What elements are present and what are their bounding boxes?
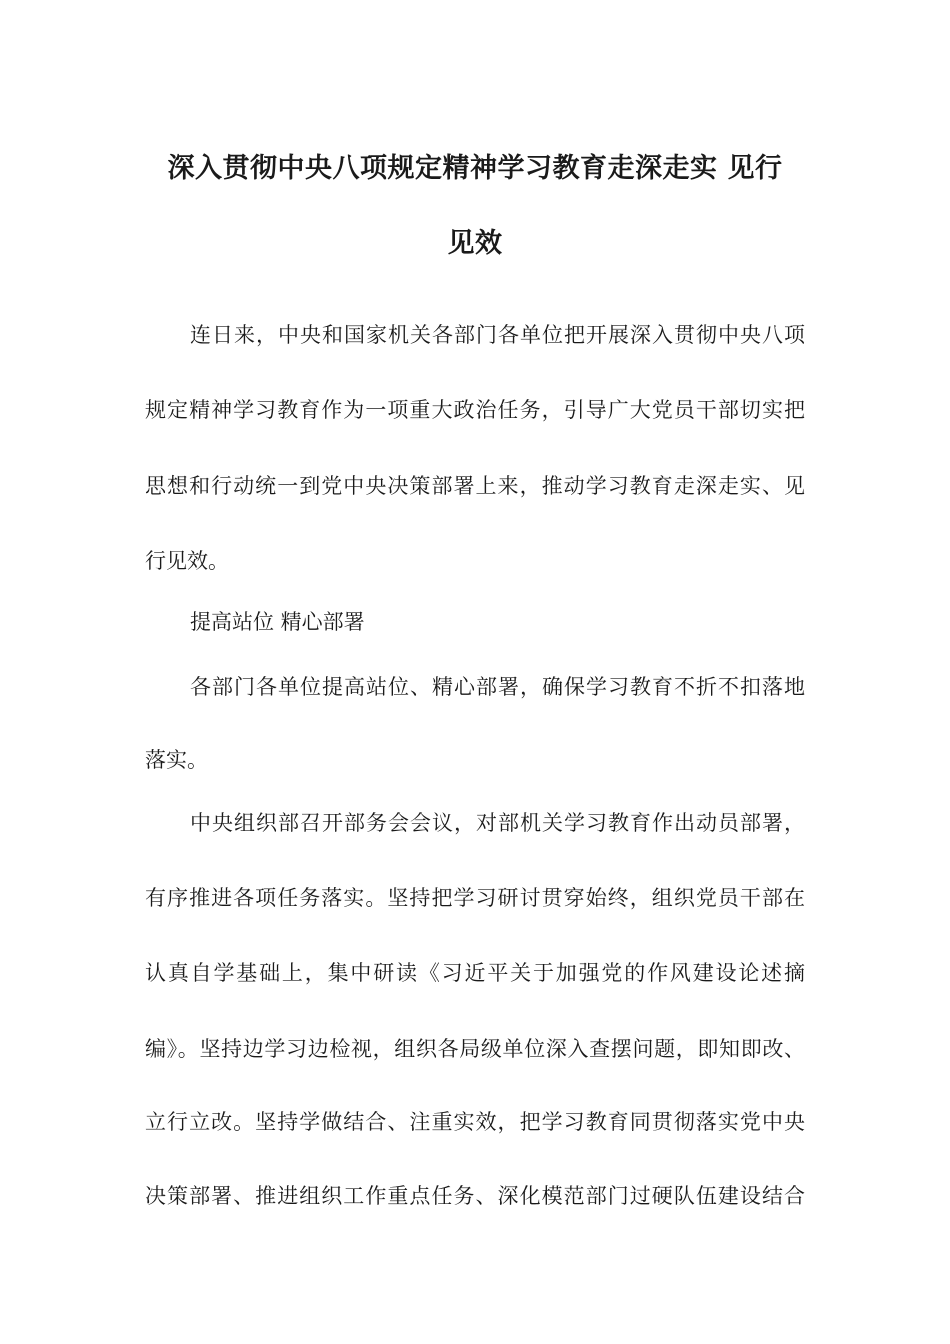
paragraph-2-line-1: 各部门各单位提高站位、精心部署，确保学习教育不折不扣落地 — [190, 675, 805, 699]
paragraph-3-line-6: 决策部署、推进组织工作重点任务、深化模范部门过硬队伍建设结合 — [145, 1184, 805, 1208]
paragraph-2-line-2: 落实。 — [145, 748, 208, 772]
section-subheading: 提高站位 精心部署 — [190, 610, 365, 634]
paragraph-1-line-2: 规定精神学习教育作为一项重大政治任务，引导广大党员干部切实把 — [145, 398, 805, 422]
paragraph-1-line-1: 连日来，中央和国家机关各部门各单位把开展深入贯彻中央八项 — [190, 323, 805, 347]
paragraph-3-line-2: 有序推进各项任务落实。坚持把学习研讨贯穿始终，组织党员干部在 — [145, 886, 805, 910]
paragraph-1-line-3: 思想和行动统一到党中央决策部署上来，推动学习教育走深走实、见 — [145, 474, 805, 498]
paragraph-3-line-1: 中央组织部召开部务会会议，对部机关学习教育作出动员部署， — [190, 811, 805, 835]
document-title-line-1: 深入贯彻中央八项规定精神学习教育走深走实 见行 — [167, 153, 783, 184]
paragraph-1-line-4: 行见效。 — [145, 549, 229, 573]
document-title-line-2: 见效 — [447, 228, 503, 259]
paragraph-3-line-5: 立行立改。坚持学做结合、注重实效，把学习教育同贯彻落实党中央 — [145, 1110, 805, 1134]
paragraph-3-line-3: 认真自学基础上，集中研读《习近平关于加强党的作风建设论述摘 — [145, 961, 805, 985]
paragraph-3-line-4: 编》。坚持边学习边检视，组织各局级单位深入查摆问题，即知即改、 — [145, 1037, 805, 1061]
